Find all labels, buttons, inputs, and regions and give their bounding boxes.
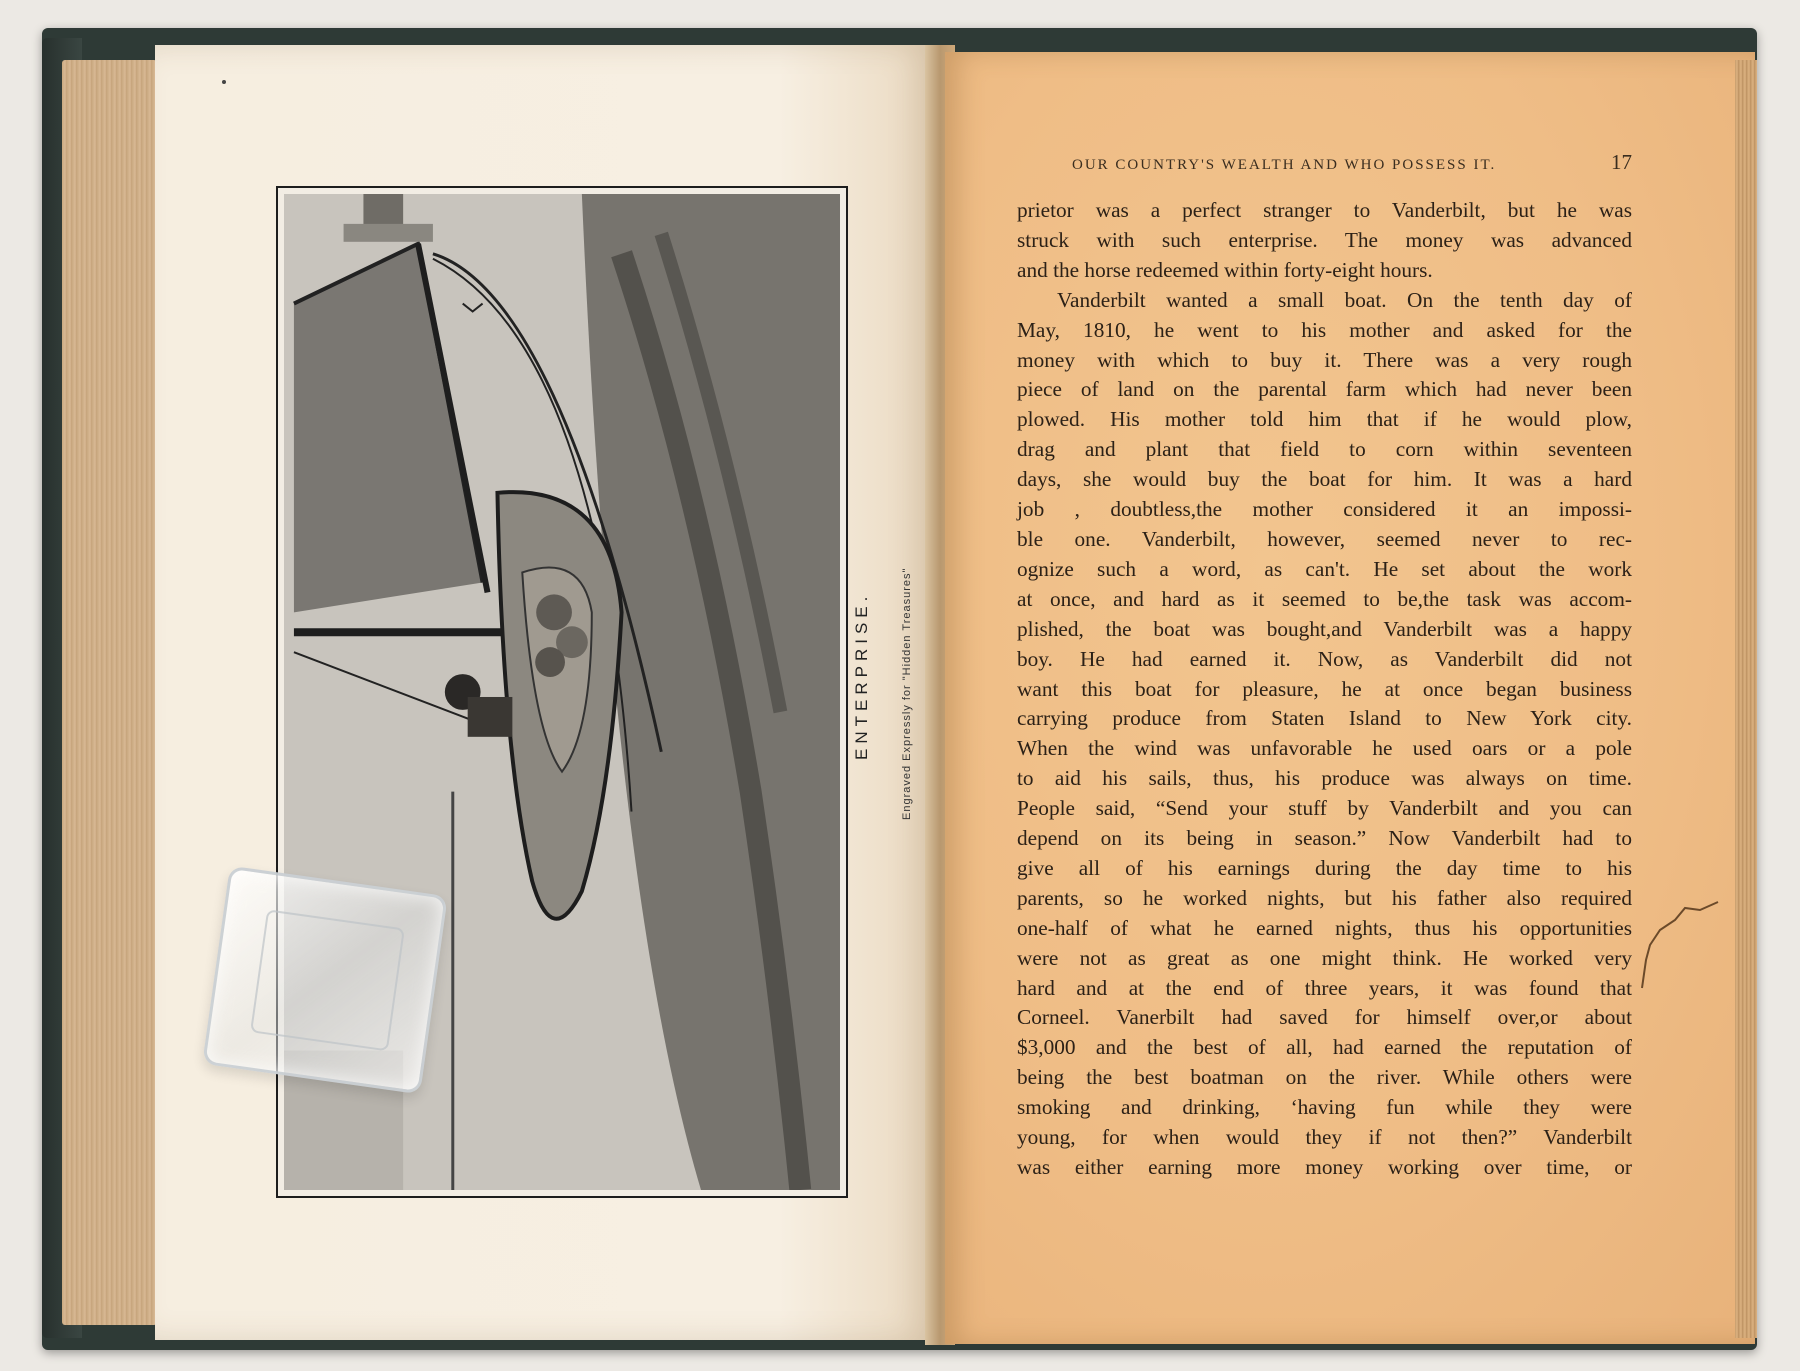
text-line: and the horse redeemed within forty-eight hours.	[1017, 257, 1433, 282]
text-line: at once, and hard as it seemed to be,the task was accom-	[1017, 586, 1632, 611]
text-line: smoking and drinking, ‘having fun while they were	[1017, 1095, 1632, 1120]
text-line: days, she would buy the boat for him. It was a hard	[1017, 467, 1632, 492]
text-line: struck with such enterprise. The money was advanced	[1017, 227, 1632, 252]
text-line: was either earning more money working over time, or	[1017, 1155, 1632, 1179]
book-photo: ENTERPRISE. Engraved Expressly for "Hidden Treasures" OUR COUNTRY'S WEALTH AND WHO POSSESS IT. 17 prietor was a perfect stranger to Vanderbilt, but he was struck with such enterprise. The money was advanced and the horse redeemed within forty-eight hours. Vanderbilt wanted a small boat. On the tenth day of May, 1810, he went to his mother and asked for the money with which to buy it. There was a very rough piece of land on the parental farm which had never been plowed. His mother told him that if he would plow, drag and plant that field to corn within seventeen days, she would buy the boat for him. It was a hard job , doubtless,the mother considered it an impossi- ble one. Vanderbilt, however, seemed never to rec- ognize such a word, as can't. He set about the work at once, and hard as it seemed to be,the task was accom- plished, the boat was bought,and Vanderbilt was a happy boy. He had earned it. Now, as Vanderbilt did not want this boat for pleasure, he at once began business carrying produce from Staten Island to New York city. When the wind was unfavorable he used oars or a pole to aid his sails, thus, his produce was always on time. People said, “Send your stuff by Vanderbilt and you can depend on its being in season.” Now Vanderbilt had to give all of his earnings during the day time to his parents, so he worked nights, but his father also required one-half of what he earned nights, thus his opportunities were not as great as one might think. He worked very hard and at the end of three years, it was found that Corneel. Vanerbilt had saved for himself over,or about $3,000 and the best of all, had earned the reputation of being the best boatman on the river. While others were smoking and drinking, ‘having fun while they were young, for when would they if not then?” Vanderbilt was either earning more money working over time, or	[0, 0, 1800, 1371]
specks	[222, 80, 226, 84]
text-line: were not as great as one might think. He worked very	[1017, 945, 1632, 970]
text-line: hard and at the end of three years, it was found that	[1017, 975, 1632, 1000]
text-line: Corneel. Vanerbilt had saved for himself over,or about	[1017, 1005, 1632, 1030]
body-text	[1017, 196, 1632, 1183]
page-edges-right	[1735, 60, 1757, 1338]
text-line: to aid his sails, thus, his produce was always on time.	[1017, 766, 1632, 791]
text-line: piece of land on the parental farm which had never been	[1017, 377, 1632, 402]
text-line: being the best boatman on the river. While others were	[1017, 1065, 1632, 1090]
text-line: give all of his earnings during the day time to his	[1017, 855, 1632, 880]
text-line: plished, the boat was bought,and Vanderbilt was a happy	[1017, 616, 1632, 641]
glass-paperweight	[202, 866, 448, 1095]
text-line: carrying produce from Staten Island to New York city.	[1017, 706, 1632, 731]
page-edges-left	[62, 60, 157, 1325]
text-line: money with which to buy it. There was a very rough	[1017, 347, 1632, 372]
text-line: young, for when would they if not then?” Vanderbilt	[1017, 1125, 1632, 1150]
text-line: ognize such a word, as can't. He set about the work	[1017, 556, 1632, 581]
text-line: parents, so he worked nights, but his father also required	[1017, 885, 1632, 910]
text-line: $3,000 and the best of all, had earned the reputation of	[1017, 1035, 1632, 1060]
text-line: depend on its being in season.” Now Vanderbilt had to	[1017, 826, 1632, 851]
text-line: want this boat for pleasure, he at once began business	[1017, 676, 1632, 701]
text-line: boy. He had earned it. Now, as Vanderbilt did not	[1017, 646, 1632, 671]
text-line: drag and plant that field to corn within seventeen	[1017, 437, 1632, 462]
text-line: one-half of what he earned nights, thus his opportunities	[1017, 915, 1632, 940]
text-line: May, 1810, he went to his mother and asked for the	[1017, 317, 1632, 342]
text-line: ble one. Vanderbilt, however, seemed never to rec-	[1017, 526, 1632, 551]
text-line: Vanderbilt wanted a small boat. On the tenth day of	[1057, 287, 1632, 312]
text-line: plowed. His mother told him that if he would plow,	[1017, 407, 1632, 432]
text-line: When the wind was unfavorable he used oars or a pole	[1017, 736, 1632, 761]
text-line: prietor was a perfect stranger to Vanderbilt, but he was	[1017, 198, 1632, 222]
text-line: People said, “Send your stuff by Vanderbilt and you can	[1017, 796, 1632, 821]
running-head	[1072, 150, 1632, 175]
page-tear-icon	[1640, 900, 1720, 990]
running-head-title: OUR COUNTRY'S WEALTH AND WHO POSSESS IT.	[1072, 157, 1497, 173]
text-line: job , doubtless,the mother considered it an impossi-	[1017, 497, 1632, 522]
page-number: 17	[1611, 150, 1632, 174]
